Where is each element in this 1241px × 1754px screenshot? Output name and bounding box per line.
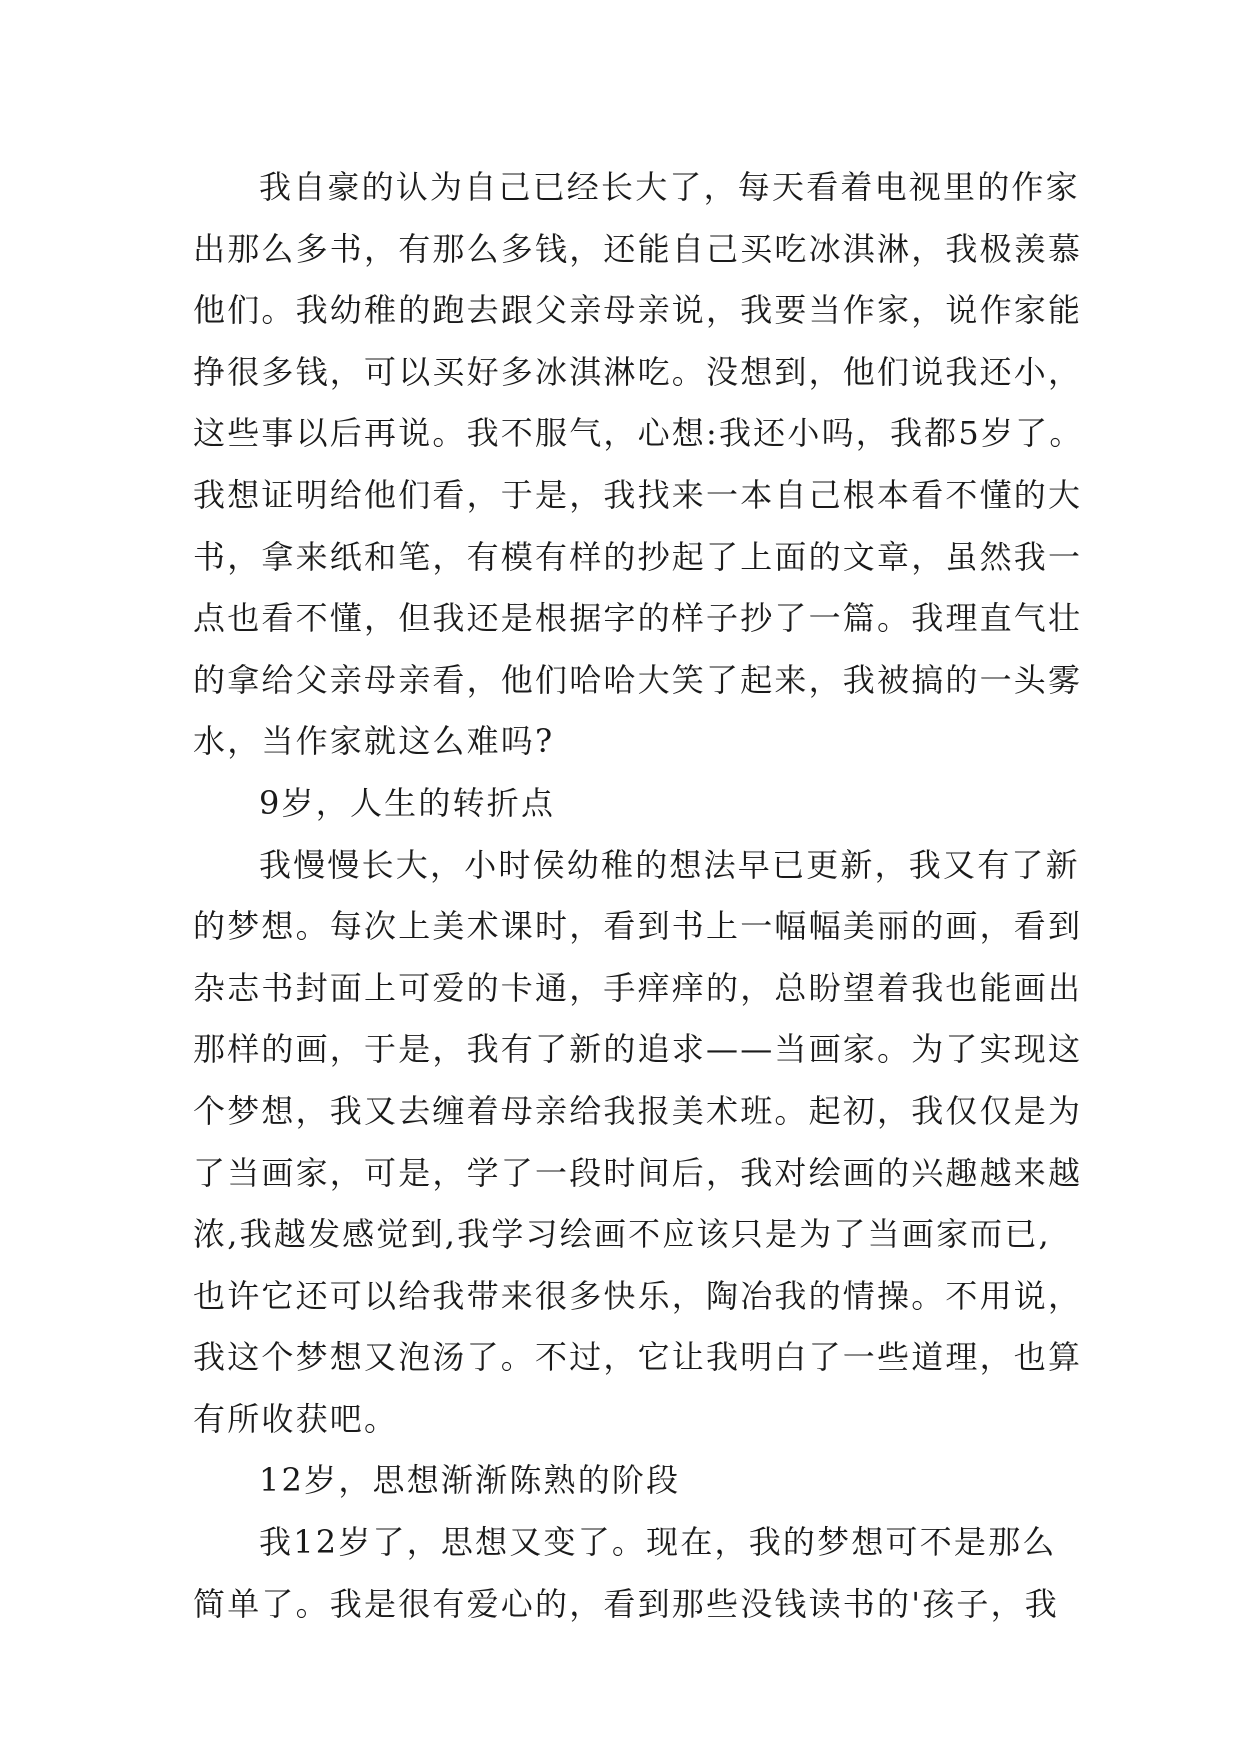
text-line: 了当画家，可是，学了一段时间后，我对绘画的兴趣越来越 (193, 1153, 1083, 1192)
text-line: 那样的画，于是，我有了新的追求——当画家。为了实现这 (193, 1030, 1083, 1069)
text-line: 挣很多钱，可以买好多冰淇淋吃。没想到，他们说我还小， (193, 352, 1083, 391)
text-line: 我慢慢长大，小时侯幼稚的想法早已更新，我又有了新 (259, 845, 1080, 884)
text-line: 我自豪的认为自己已经长大了，每天看着电视里的作家 (259, 168, 1080, 206)
text-line: 我这个梦想又泡汤了。不过，它让我明白了一些道理，也算 (193, 1338, 1083, 1377)
text-line: 出那么多书，有那么多钱，还能自己买吃冰淇淋，我极羡慕 (193, 229, 1083, 268)
text-line: 也许它还可以给我带来很多快乐，陶冶我的情操。不用说， (193, 1276, 1083, 1315)
text-line: 书，拿来纸和笔，有模有样的抄起了上面的文章，虽然我一 (193, 537, 1083, 576)
text-line: 的拿给父亲母亲看，他们哈哈大笑了起来，我被搞的一头雾 (193, 660, 1083, 699)
text-line: 点也看不懂，但我还是根据字的样子抄了一篇。我理直气壮 (193, 599, 1083, 638)
text-line: 简单了。我是很有爱心的，看到那些没钱读书的'孩子，我 (193, 1584, 1059, 1623)
text-line: 有所收获吧。 (193, 1399, 399, 1438)
section-heading: 9岁，人生的转折点 (259, 783, 556, 822)
section-heading: 12岁，思想渐渐陈熟的阶段 (259, 1461, 681, 1500)
text-line: 水，当作家就这么难吗? (193, 722, 555, 761)
text-line: 个梦想，我又去缠着母亲给我报美术班。起初，我仅仅是为 (193, 1091, 1083, 1130)
text-line: 的梦想。每次上美术课时，看到书上一幅幅美丽的画，看到 (193, 907, 1083, 946)
text-line: 我12岁了，思想又变了。现在，我的梦想可不是那么 (259, 1523, 1057, 1562)
text-line: 浓,我越发感觉到,我学习绘画不应该只是为了当画家而已, (193, 1215, 1051, 1254)
body-text (193, 157, 1084, 1635)
text-line: 我想证明给他们看，于是，我找来一本自己根本看不懂的大 (193, 475, 1083, 514)
text-line: 他们。我幼稚的跑去跟父亲母亲说，我要当作家，说作家能 (193, 291, 1083, 330)
text-line: 杂志书封面上可爱的卡通，手痒痒的，总盼望着我也能画出 (193, 968, 1083, 1007)
text-line: 这些事以后再说。我不服气，心想:我还小吗，我都5岁了。 (193, 414, 1084, 453)
